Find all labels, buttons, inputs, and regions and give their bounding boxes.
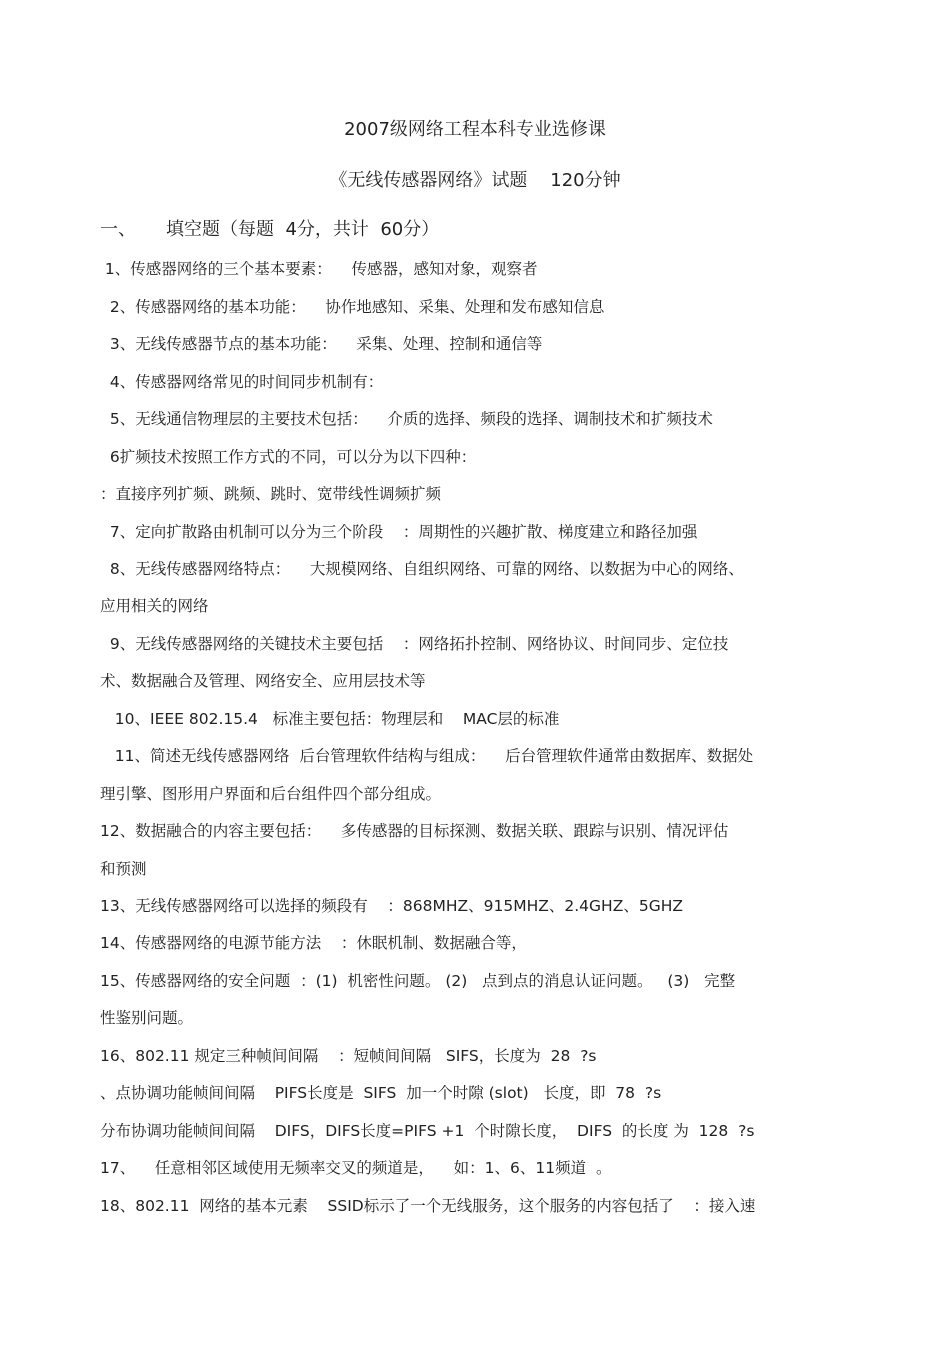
question-line: 分布协调功能帧间间隔 DIFS，DIFS长度=PIFS +1 个时隙长度， DIFS 的长度 为 128 ?s xyxy=(100,1122,755,1140)
question-line: 13、无线传感器网络可以选择的频段有 ：868MHZ、915MHZ、2.4GHZ、5GHZ xyxy=(100,897,683,915)
section-heading xyxy=(100,215,439,241)
question-line: 18、802.11 网络的基本元素 SSID标示了一个无线服务，这个服务的内容包括了 ：接入速 xyxy=(100,1197,756,1215)
question-line: 4、传感器网络常见的时间同步机制有： xyxy=(100,373,384,391)
document-title: 2007级网络工程本科专业选修课 xyxy=(344,119,606,140)
question-line: 2、传感器网络的基本功能： 协作地感知、采集、处理和发布感知信息 xyxy=(100,298,605,316)
question-line: 15、传感器网络的安全问题 ：(1) 机密性问题。 (2) 点到点的消息认证问题。 (3) 完整 xyxy=(100,972,736,990)
question-line: ：直接序列扩频、跳频、跳时、宽带线性调频扩频 xyxy=(100,485,442,503)
question-line: 17、 任意相邻区域使用无频率交叉的频道是， 如：1、6、11频道 。 xyxy=(100,1159,612,1177)
section-title: 填空题（每题 4分，共计 60分） xyxy=(166,219,440,240)
section-number: 一、 xyxy=(100,219,136,240)
exam-subtitle: 《无线传感器网络》试题 120分钟 xyxy=(329,170,621,191)
question-line: 3、无线传感器节点的基本功能： 采集、处理、控制和通信等 xyxy=(100,335,543,353)
question-line: 6扩频技术按照工作方式的不同，可以分为以下四种： xyxy=(100,448,477,466)
question-line: 16、802.11 规定三种帧间间隔 ：短帧间间隔 SIFS，长度为 28 ?s xyxy=(100,1047,597,1065)
question-line: 术、数据融合及管理、网络安全、应用层技术等 xyxy=(100,672,426,690)
question-line: 5、无线通信物理层的主要技术包括： 介质的选择、频段的选择、调制技术和扩频技术 xyxy=(100,410,713,428)
question-line: 14、传感器网络的电源节能方法 ：休眠机制、数据融合等， xyxy=(100,934,527,952)
question-line: 、点协调功能帧间间隔 PIFS长度是 SIFS 加一个时隙 (slot) 长度，即 78 ?s xyxy=(100,1084,662,1102)
question-line: 10、IEEE 802.15.4 标准主要包括：物理层和 MAC层的标准 xyxy=(100,710,560,728)
question-line: 8、无线传感器网络特点： 大规模网络、自组织网络、可靠的网络、以数据为中心的网络、 xyxy=(100,560,744,578)
question-line: 1、传感器网络的三个基本要素： 传感器，感知对象，观察者 xyxy=(100,260,538,278)
question-line: 7、定向扩散路由机制可以分为三个阶段 ：周期性的兴趣扩散、梯度建立和路径加强 xyxy=(100,523,698,541)
question-line: 12、数据融合的内容主要包括： 多传感器的目标探测、数据关联、跟踪与识别、情况评估 xyxy=(100,822,729,840)
question-line: 11、简述无线传感器网络 后台管理软件结构与组成： 后台管理软件通常由数据库、数据处 xyxy=(100,747,754,765)
question-line: 和预测 xyxy=(100,860,147,878)
question-line: 9、无线传感器网络的关键技术主要包括 ：网络拓扑控制、网络协议、时间同步、定位技 xyxy=(100,635,729,653)
question-line: 性鉴别问题。 xyxy=(100,1009,194,1027)
question-line: 理引擎、图形用户界面和后台组件四个部分组成。 xyxy=(100,785,442,803)
question-line: 应用相关的网络 xyxy=(100,597,209,615)
